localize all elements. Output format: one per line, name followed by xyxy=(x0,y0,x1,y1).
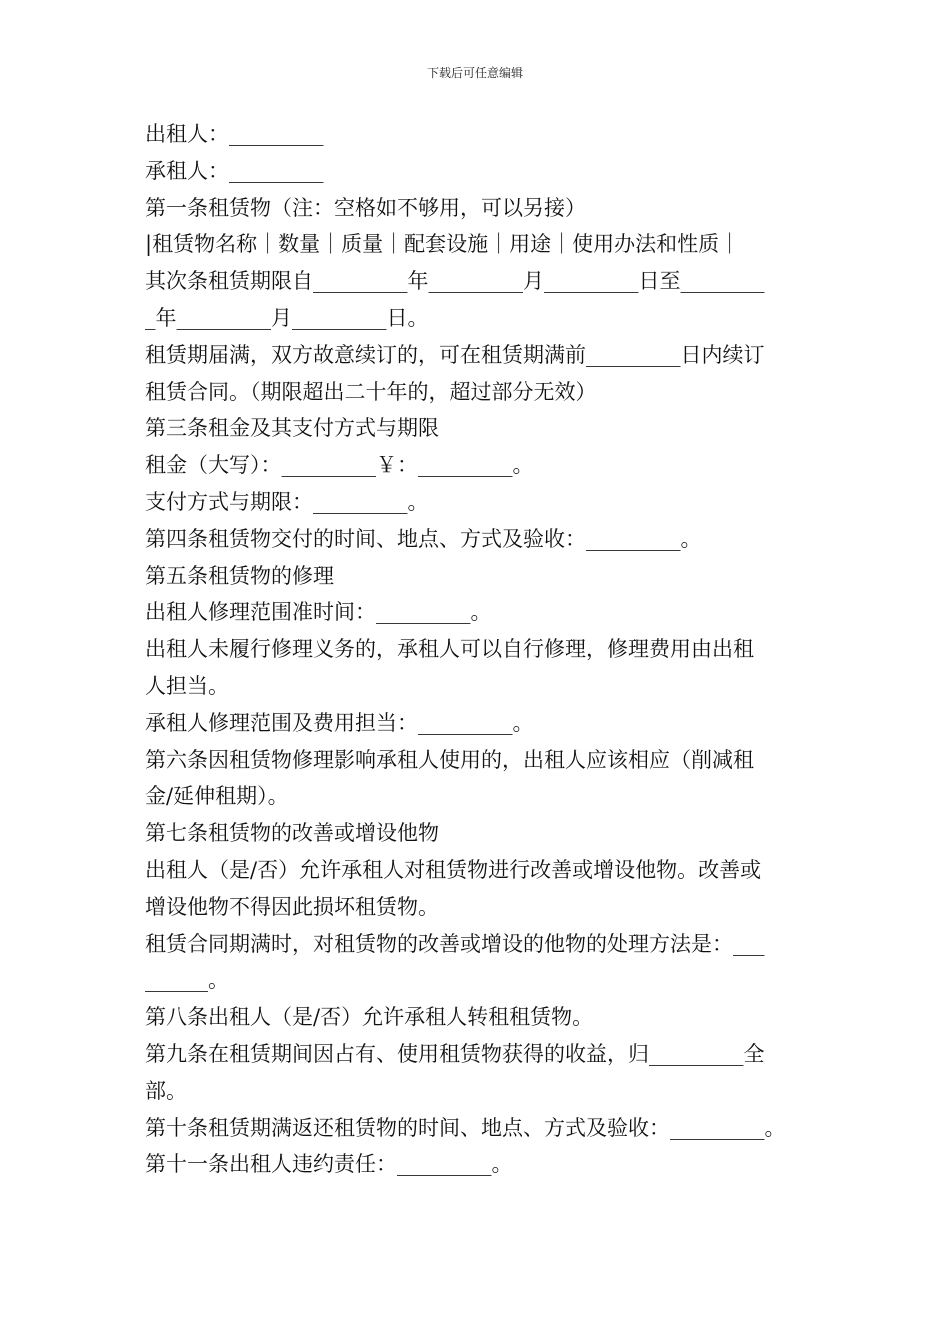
payment-method-line: 支付方式与期限：_________。 xyxy=(145,489,429,514)
lessee-line: 承租人：_________ xyxy=(145,158,324,183)
lessee-repair-scope-line: 承租人修理范围及费用担当：_________。 xyxy=(145,710,534,735)
article-1-table-header: |租赁物名称｜数量｜质量｜配套设施｜用途｜使用办法和性质｜ xyxy=(145,232,741,257)
article-11-line: 第十一条出租人违约责任：_________。 xyxy=(145,1152,513,1177)
article-9-line-1: 第九条在租赁期间因占有、使用租赁物获得的收益，归_________全 xyxy=(145,1041,765,1066)
article-6-line-1: 第六条因租赁物修理影响承租人使用的，出租人应该相应（削减租 xyxy=(145,747,754,772)
article-4-line: 第四条租赁物交付的时间、地点、方式及验收：_________。 xyxy=(145,526,702,551)
lessor-line: 出租人：_________ xyxy=(145,122,324,146)
article-3-title: 第三条租金及其支付方式与期限 xyxy=(145,416,439,441)
article-2-line-1: 其次条租赁期限自_________年_________月_________日至________ xyxy=(145,269,765,294)
improvement-handling-line-2: ______。 xyxy=(145,968,229,993)
rent-amount-line: 租金（大写）：_________￥：_________。 xyxy=(145,453,534,478)
improvement-line-2: 增设他物不得因此损坏租赁物。 xyxy=(145,894,439,919)
renewal-line-1: 租赁期届满，双方故意续订的，可在租赁期满前_________日内续订 xyxy=(145,342,765,367)
renewal-line-2: 租赁合同。（期限超出二十年的，超过部分无效） xyxy=(145,379,597,404)
article-8-line: 第八条出租人（是/否）允许承租人转租租赁物。 xyxy=(145,1005,594,1030)
lessor-repair-scope-line: 出租人修理范围准时间：_________。 xyxy=(145,600,492,625)
contract-body xyxy=(145,116,815,1183)
article-5-title: 第五条租赁物的修理 xyxy=(145,563,334,588)
article-2-line-2: _年_________月_________日。 xyxy=(145,305,429,330)
lessor-repair-failure-line-2: 人担当。 xyxy=(145,673,229,698)
article-1-title: 第一条租赁物（注：空格如不够用，可以另接） xyxy=(145,195,586,220)
page-header: 下载后可任意编辑 xyxy=(426,66,523,80)
improvement-handling-line-1: 租赁合同期满时，对租赁物的改善或增设的他物的处理方法是：___ xyxy=(145,931,765,956)
article-10-line: 第十条租赁期满返还租赁物的时间、地点、方式及验收：_________。 xyxy=(145,1115,786,1140)
article-7-title: 第七条租赁物的改善或增设他物 xyxy=(145,821,439,846)
article-6-line-2: 金/延伸租期）。 xyxy=(145,784,289,809)
lessor-repair-failure-line-1: 出租人未履行修理义务的，承租人可以自行修理，修理费用由出租 xyxy=(145,637,754,662)
article-9-line-2: 部。 xyxy=(145,1078,187,1103)
improvement-line-1: 出租人（是/否）允许承租人对租赁物进行改善或增设他物。改善或 xyxy=(145,857,762,882)
